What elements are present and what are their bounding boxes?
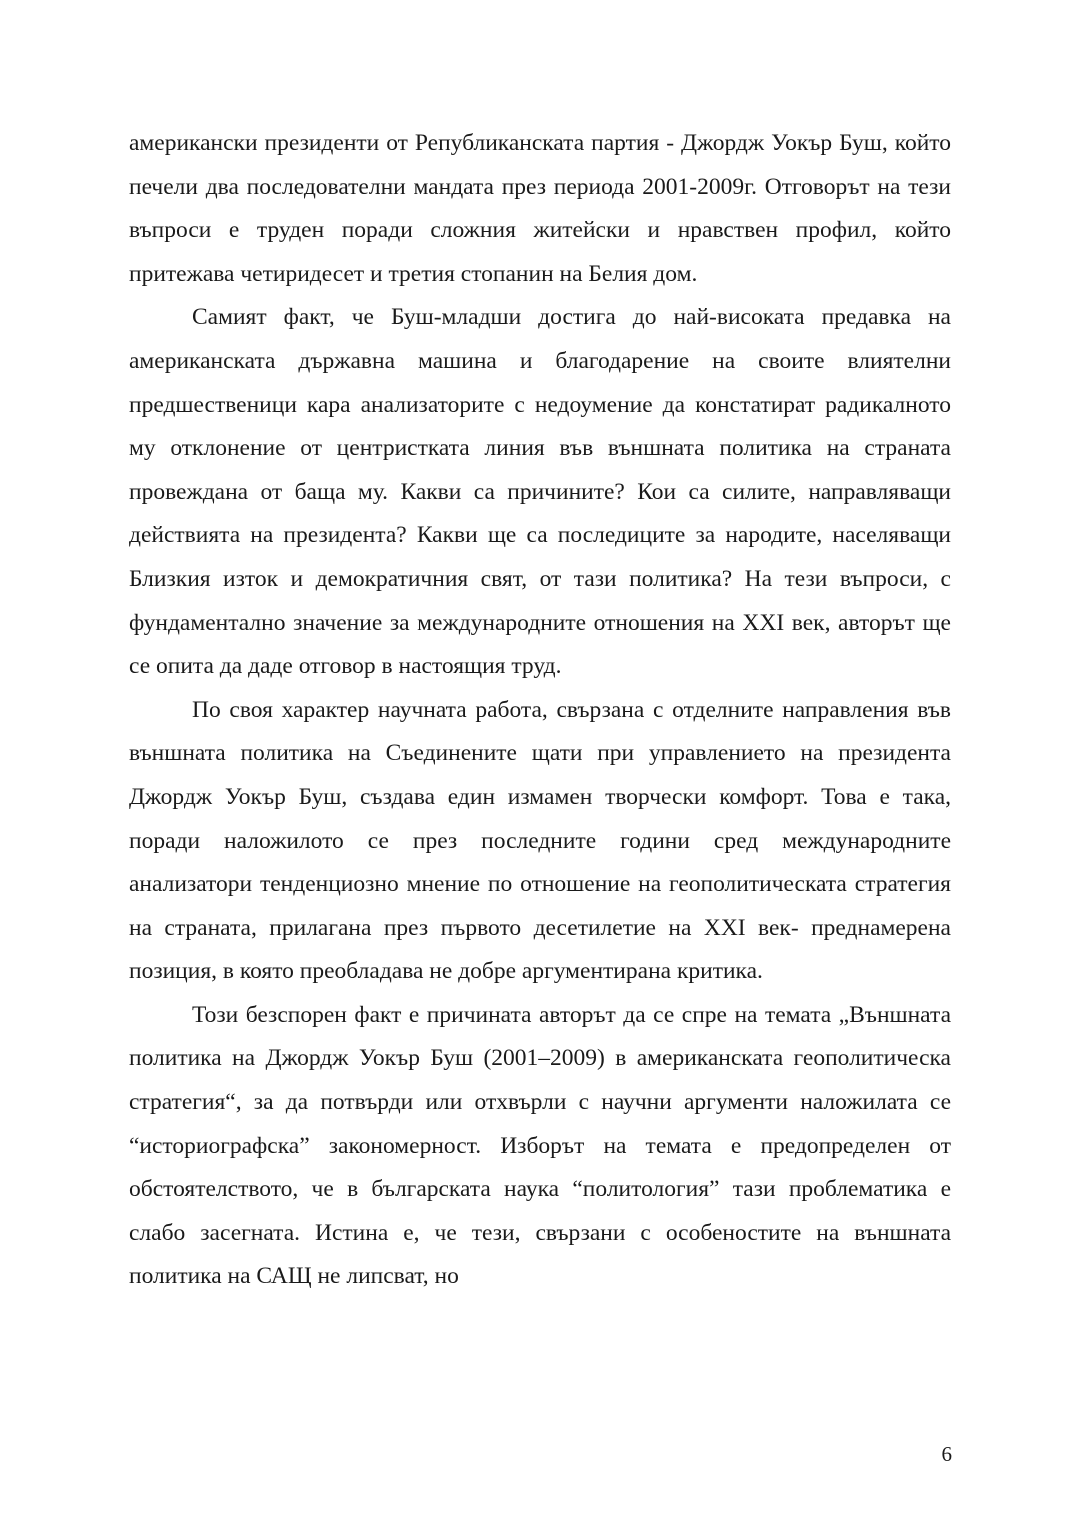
paragraph-4: Този безспорен факт е причината авторът да се спре на темата „Външната политика на Джордж Уокър Буш (2001–2009) в американската геополитическа стратегия“, за да потвърди или отхвърли с научни аргументи наложилата се “историографска” закономерност. Изборът на темата е предопределен от обстоятелството, че в българската наука “политология” тази проблематика е слабо засегната. Истина е, че тези, свързани с особеностите на външната политика на САЩ не липсват, но [129,1001,951,1290]
page-number: 6 [941,1442,952,1466]
body-text [129,122,951,1299]
paragraph-2: Самият факт, че Буш-младши достига до най-високата предавка на американската държавна машина и благодарение на своите влиятелни предшественици кара анализаторите с недоумение да констатират радикалното му отклонение от центристката линия във външната политика на страната провеждана от баща му. Какви са причините? Кои са силите, направляващи действията на президента? Какви ще са последиците за народите, населяващи Близкия изток и демократичния свят, от тази политика? На тези въпроси, с фундаментално значение за международните отношения на XXI век, авторът ще се опита да даде отговор в настоящия труд. [129,304,951,680]
paragraph-3: По своя характер научната работа, свързана с отделните направления във външната политика на Съединените щати при управлението на президента Джордж Уокър Буш, създава един измамен творчески комфорт. Това е така, поради наложилото се през последните години сред международните анализатори тенденциозно мнение по отношение на геополитическата стратегия на страната, прилагана през първото десетилетие на XXI век- преднамерена позиция, в която преобладава не добре аргументирана критика. [129,696,951,985]
paragraph-1-continuation: американски президенти от Републиканската партия - Джордж Уокър Буш, който печели два последователни мандата през периода 2001-2009г. Отговорът на тези въпроси е труден поради сложния житейски и нравствен профил, който притежава четиридесет и третия стопанин на Белия дом. [129,130,951,287]
